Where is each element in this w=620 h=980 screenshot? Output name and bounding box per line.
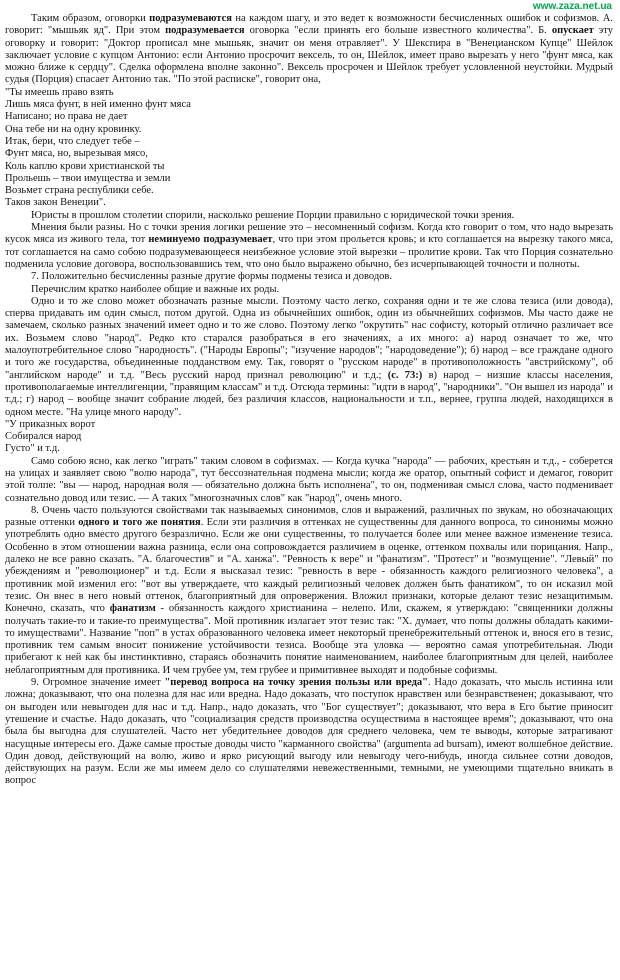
verse-line: Она тебе ни на одну кровинку.	[5, 123, 142, 135]
body-text: Перечислим кратко наиболее общие и важные их роды.	[31, 283, 280, 295]
emphasized-text: одного и того же понятия	[78, 517, 201, 529]
verse-line: Итак, бери, что следует тебе –	[5, 135, 140, 147]
emphasized-text: фанатизм	[109, 603, 156, 615]
verse-line: "У приказных ворот	[5, 418, 96, 430]
body-text: в) народ – низшие классы населения, противополагаемые интеллигенции, "правящим классам" и т.д. Отсюда термины: "идти в народ", "народники". "Он вышел из народа" и т.д.; г) народ – вообще значит собрание людей, без различия классов, национальности и т.п., вернее, группа людей, находящихся в одном месте. "На улице много народу".	[5, 369, 613, 418]
watermark-link[interactable]: www.zaza.net.ua	[532, 1, 612, 12]
verse-line: Фунт мяса, но, вырезывая мясо,	[5, 148, 148, 160]
paragraph	[5, 210, 613, 222]
verse-line: Собирался народ	[5, 431, 82, 443]
paragraph	[5, 271, 613, 283]
verse-line: "Ты имеешь право взять	[5, 86, 114, 98]
emphasized-text: неминуемо подразумевает	[148, 234, 273, 246]
emphasized-text: опускает	[551, 25, 594, 37]
paragraph	[5, 677, 613, 788]
page-text	[5, 13, 613, 788]
verse-line: Лишь мяса фунт, в ней именно фунт мяса	[5, 99, 191, 111]
verse-line: Прольешь – твои имущества и земли	[5, 172, 171, 184]
verse-line: Возьмет страна республики себе.	[5, 185, 154, 197]
emphasized-text: (с. 73:)	[387, 369, 423, 381]
emphasized-text: подразумеваются	[149, 13, 232, 24]
body-text: Одно и то же слово может обозначать разные мысли. Поэтому часто легко, сохраняя одни и те же слова тезиса (или довода), сперва придавать им один смысл, потом другой. Одна из обычнейших ошибок, один из обычнейших софизмов. Мы часто даже не замечаем, сколько разных значений имеет одно и то же слово. Поэтому легко "окрутить" нас софисту, который отлично различает все их. Возьмем слово "народ". Редко кто старался разобраться в его значениях, а их много: а) народ означает то же, что малоупотребительное слово "народность". ("Народы Европы"; "изучение народов"; "народоведение"); б) народ – все граждане одного и того же государства, объединенные подданством ему. Так, говорят о "русском народе" в противоположность "австрийскому", об "английском народе" и т.д. "Весь русский народ признал революцию" и т.д.;	[5, 295, 613, 381]
paragraph	[5, 222, 613, 271]
body-text: оговорка "если принять его больше известного количества". Б.	[244, 25, 552, 37]
paragraph	[5, 296, 613, 419]
body-text: на каждом шагу, и это ведет к возможности бесчисленных ошибок и софизмов. А. говорит: "мышьяк яд". При этом	[5, 13, 613, 37]
verse-line: Густо" и т.д.	[5, 443, 60, 455]
emphasized-text: подразумевается	[165, 25, 245, 37]
body-text: эту оговорку и говорит: "Доктор прописал мне мышьяк, значит он меня отравляет". У Шекспира в "Венецианском Купце" Шейлок заключает условие с купцом Антонио: если Антонио просрочит вексель, то он, Шейлок, имеет право вырезать у него "фунт мяса, как можно ближе к сердцу". Сделка оформлена вполне законно". Вексель просрочен и Шейлок требует условленной неустойки. Мудрый судья (Порция) спасает Антонио так. "По этой расписке", говорит она,	[5, 25, 613, 86]
body-text: 7. Положительно бесчисленны разные другие формы подмены тезиса и доводов.	[31, 271, 392, 283]
verse-line: Таков закон Венеции".	[5, 197, 106, 209]
body-text: Юристы в прошлом столетии спорили, насколько решение Порции правильно с юридической точки зрения.	[31, 209, 515, 221]
body-text: . Если эти различия в оттенках не существенны для данного вопроса, то синонимы можно употреблять одно вместо другого безразлично. Если же они существенны, то получается более или менее важное изменение тезиса. Особенно в этом отношении важна разница, если она сопровождается различием в оценке, оттенком похвалы или порицания. Напр., далеко не все равно сказать. "А. благочестив" и "А. ханжа". "Ревность к вере" и "фанатизм". "Протест" и "возмущение". "Левый" по убеждениям и "революционер" и т.д. Если я высказал тезис: "ревность в вере - обязанность каждого религиозного человека", а противник мой изменил его: "вот вы утверждаете, что каждый религиозный человек должен быть фанатиком", то он исказил мой тезис. Он внес в него новый оттенок, благоприятный для опровержения. Вложил признаки, которые делают тезис незащитимым. Конечно, сказать, что	[5, 517, 613, 615]
body-text: 9. Огромное значение имеет	[31, 677, 165, 689]
body-text: - обязанность каждого христианина – нелепо. Или, скажем, я утверждаю: "священники должны получать такие-то и такие-то преимущества". Мой противник излагает этот тезис так: "Х. думает, что попы должны обладать какими-то имуществами". Название "поп" в устах образованного человека имеет некоторый пренебрежительный оттенок и, внося его в тезис, противник тем самым вносит понижение устойчивости тезиса. Вообще эта уловка — вероятно самая употребительная. Люди прибегают к ней как бы инстинктивно, стараясь обозначить понятие наименованием, наиболее благоприятным для целей, наиболее неблагоприятным для противника. И чем грубее ум, тем грубее и примитивнее выходят и подобные софизмы.	[5, 603, 613, 676]
paragraph	[5, 284, 613, 296]
verse-block	[5, 87, 613, 210]
paragraph	[5, 456, 613, 505]
body-text: Таким образом, оговорки	[31, 13, 150, 24]
verse-line: Коль каплю крови христианской ты	[5, 160, 165, 172]
body-text: . Надо доказать, что мысль истинна или ложна; доказывают, что она полезна для нас или вредна. Надо доказать, что поступок нравствен или безнравственен; доказывают, что он выгоден или невыгоден для нас и т.д. Напр., надо доказать, что "Бог существует"; доказывают, что вера в Его бытие приносит утешение и счастье. Надо доказать, что "социализация средств производства осуществима в настоящее время"; доказывают, что она была бы выгодна для слушателей. Часто нет убедительнее доводов для среднего человека, чем те выводы, которые затрагивают насущные интересы его. Даже самые простые доводы чисто "карманного свойства" (argumenta ad bursam), имеют волшебное действие. Один довод, действующий на волю, живо и ярко рисующий выгоду или невыгоду чего-нибудь, иногда сильнее сотни доводов, действующих на разум. Если же мы имеем дело со слушателями невежественными, темными, не умеющими тщательно вникать в вопрос	[5, 677, 613, 787]
body-text: Мнения были разны. Но с точки зрения логики решение это – несомненный софизм. Когда кто говорит о том, что надо вырезать кусок мяса из живого тела, тот	[5, 222, 613, 246]
verse-line: Написано; но права не дает	[5, 111, 128, 123]
paragraph	[5, 13, 613, 87]
body-text: 8. Очень часто пользуются свойствами так называемых синонимов, слов и выражений, различных по звукам, но обозначающих разные оттенки	[5, 504, 613, 529]
body-text: , что при этом прольется кровь; и кто соглашается на вырезку такого мяса, тот соглашается на само собою подразумевающееся неизбежное условие этой вырезки – пролитие крови. Так что Порция сознательно подменила условие договора, воспользовавшись тем, что оно было выражено обычно, без исчерпывающей точности и полноты.	[5, 234, 613, 270]
verse-block	[5, 419, 613, 456]
paragraph	[5, 505, 613, 677]
body-text: Само собою ясно, как легко "играть" таким словом в софизмах. — Когда кучка "народа" — рабочих, крестьян и т.д., - соберется на улицах и заявляет свою "волю народа", тут бессознательная подмена мысли; когда же оратор, опытный софист и демагог, говорит этой толпе: "вы — народ, народная воля — обязательно должна быть исполнена", то он, подменивая смысл слова, часто подменивает сознательно довод или тезис. — А таких "многозначных слов" как "народ", очень много.	[5, 455, 613, 504]
emphasized-text: "перевод вопроса на точку зрения пользы или вреда"	[164, 677, 428, 689]
